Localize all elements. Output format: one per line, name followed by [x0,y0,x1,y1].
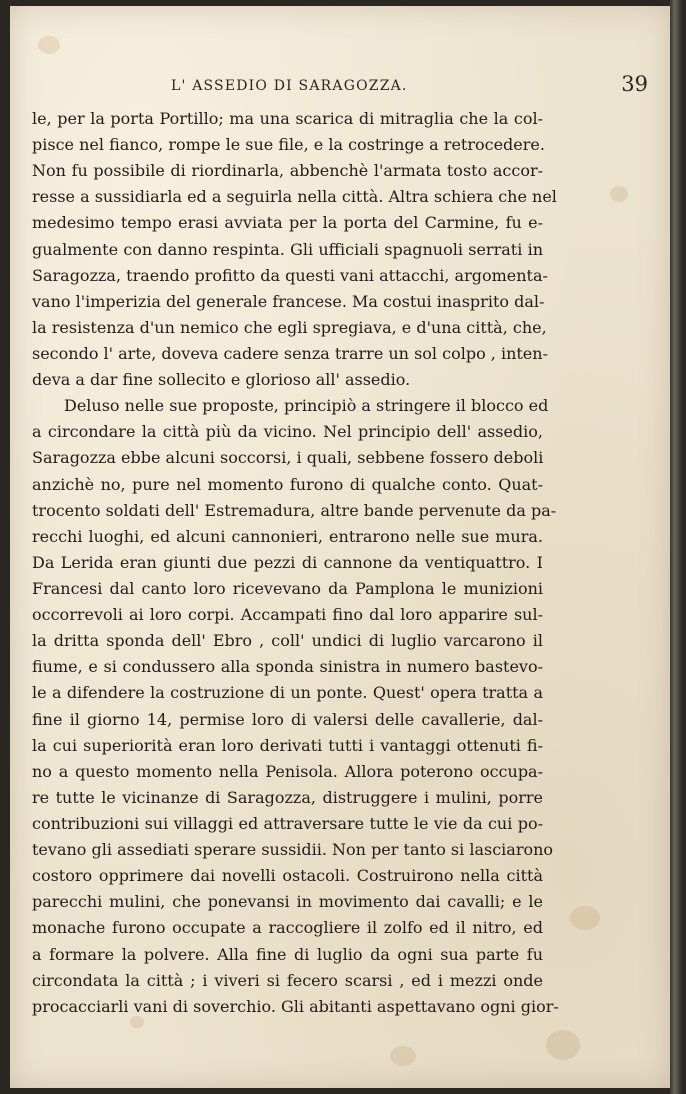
text-line: la cui superiorità eran loro derivati tutti i vantaggi ottenuti fi- [32,735,543,755]
running-head-title: L' ASSEDIO DI SARAGOZZA. [171,78,408,94]
text-line: Saragozza, traendo profitto da questi vani attacchi, argomenta- [32,265,548,285]
text-line: recchi luoghi, ed alcuni cannonieri, entrarono nelle sue mura. [32,526,543,546]
text-line: no a questo momento nella Penisola. Allora poterono occupa- [32,761,543,781]
paper-stain [570,906,600,930]
body-text [32,106,559,1020]
text-line: medesimo tempo erasi avviata per la porta del Carmine, fu e- [32,213,543,233]
text-line: a formare la polvere. Alla fine di luglio da ogni sua parte fu [32,944,543,964]
paragraph-start-line: Deluso nelle sue proposte, principiò a stringere il blocco ed [64,396,549,416]
text-line: Saragozza ebbe alcuni soccorsi, i quali, sebbene fossero deboli [32,448,544,468]
running-head [36,72,648,100]
text-line: gualmente con danno respinta. Gli ufficiali spagnuoli serrati in [32,239,543,259]
text-line: trocento soldati dell' Estremadura, altre bande pervenute da pa- [32,500,557,520]
text-line: Non fu possibile di riordinarla, abbenchè l'armata tosto accor- [32,161,543,181]
text-line: contribuzioni sui villaggi ed attraversare tutte le vie da cui po- [32,813,543,833]
text-line: parecchi mulini, che ponevansi in movimento dai cavalli; e le [32,892,543,912]
paper-stain [38,36,60,54]
page-number: 39 [621,72,648,96]
text-line: vano l'imperizia del generale francese. Ma costui inasprito dal- [32,291,545,311]
text-line: le, per la porta Portillo; ma una scarica di mitraglia che la col- [32,109,543,128]
text-line: procacciarli vani di soverchio. Gli abitanti aspettavano ogni gior- [32,996,559,1016]
text-line: la resistenza d'un nemico che egli spregiava, e d'una città, che, [32,317,547,337]
text-line: occorrevoli ai loro corpi. Accampati fino dal loro apparire sul- [32,605,543,625]
page-edge [670,0,682,1094]
paper-stain [390,1046,416,1066]
text-line: a circondare la città più da vicino. Nel principio dell' assedio, [32,422,543,442]
text-line: fine il giorno 14, permise loro di valersi delle cavallerie, dal- [32,709,543,729]
text-line: anzichè no, pure nel momento furono di qualche conto. Quat- [32,474,543,494]
text-line: circondata la città ; i viveri si fecero scarsi , ed i mezzi onde [32,970,543,990]
text-line: monache furono occupate a raccogliere il zolfo ed il nitro, ed [32,918,543,938]
text-line: resse a sussidiarla ed a seguirla nella città. Altra schiera che nel [32,187,557,207]
text-line: Francesi dal canto loro ricevevano da Pamplona le munizioni [32,578,543,598]
paragraph-end-line: deva a dar fine sollecito e glorioso all' assedio. [32,370,411,390]
paper-stain [610,186,628,202]
text-line: costoro opprimere dai novelli ostacoli. Costruirono nella città [32,866,543,886]
text-line: secondo l' arte, doveva cadere senza trarre un sol colpo , inten- [32,343,548,363]
text-line: fiume, e si condussero alla sponda sinistra in numero bastevo- [32,657,543,677]
text-line: le a difendere la costruzione di un ponte. Quest' opera tratta a [32,683,543,703]
text-line: re tutte le vicinanze di Saragozza, distruggere i mulini, porre [32,787,543,807]
text-line: Da Lerida eran giunti due pezzi di cannone da ventiquattro. I [32,552,543,572]
text-line: la dritta sponda dell' Ebro , coll' undici di luglio varcarono il [32,631,543,651]
paper-stain [546,1030,580,1060]
text-line: tevano gli assediati sperare sussidii. Non per tanto si lasciarono [32,840,554,860]
text-line: pisce nel fianco, rompe le sue file, e la costringe a retrocedere. [32,135,545,155]
